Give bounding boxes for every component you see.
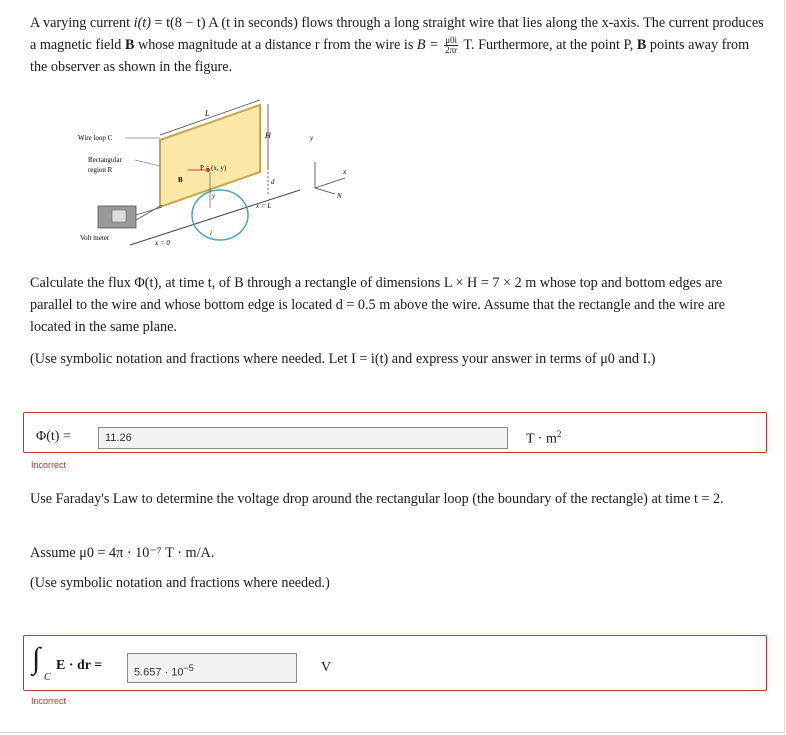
label-L: L: [205, 109, 210, 118]
label-wire-loop: Wire loop C: [78, 134, 113, 142]
answer-box-flux: [23, 412, 767, 453]
label-y: y: [212, 192, 216, 200]
answer-box-emf: [23, 635, 767, 691]
part2-question: Use Faraday's Law to determine the voltage drop around the rectangular loop (the boundary of the rectangle) at time t = 2.: [30, 491, 724, 507]
problem-intro: A varying current i(t) = t(8 − t) A (t in seconds) flows through a long straight wire that lies along the x-axis. The current produces a magnetic field B whose magnitude at a distance r from the wire is B = $\frac{\mu 0i}{2\pi r}$ T. Furthermore, at the point P, B points away from the observer as shown in the figure.: [30, 15, 764, 75]
label-x-0: x = 0: [155, 239, 170, 247]
label-x-L: x = L: [256, 202, 272, 210]
part2-assumption: Assume μ0 = 4π · 10⁻⁷ T · m/A.: [30, 545, 215, 561]
axis-n-label: N: [337, 192, 342, 200]
field-fraction: $\frac{\mu 0i}{2\pi r}$: [445, 35, 458, 56]
integral-subscript: C: [44, 672, 51, 683]
field-loop-circle: [192, 190, 248, 240]
emf-unit: V: [321, 660, 332, 675]
flux-status: Incorrect: [31, 460, 67, 470]
integral-symbol: ∫: [32, 642, 41, 675]
label-voltmeter: Volt meter: [80, 234, 110, 242]
part2-hint: (Use symbolic notation and fractions where needed.): [30, 575, 330, 591]
emf-label: E · dr =: [56, 658, 103, 673]
label-B: B: [178, 176, 183, 184]
emf-status: Incorrect: [31, 696, 67, 706]
axis-x-label: x: [343, 168, 347, 176]
label-point-P: P = (x, y): [200, 164, 227, 172]
label-i: i: [210, 229, 212, 237]
part1-question: Calculate the flux Φ(t), at time t, of B through a rectangle of dimensions L × H = 7 × 2 m whose top and bottom edges are parallel to the wire and whose bottom edge is located d = 0.5 m above the wire. Assume that the rectangle and the wire are located in the same plane.: [30, 275, 726, 335]
label-rect-region-1: Rectangular: [88, 156, 122, 164]
label-rect-region-2: region R: [88, 166, 113, 174]
flux-input[interactable]: 11.26: [98, 427, 508, 449]
axis-y-label: y: [310, 134, 314, 142]
part1-hint: (Use symbolic notation and fractions where needed. Let I = i(t) and express your answer in terms of μ0 and I.): [30, 351, 656, 367]
problem-figure: [60, 90, 370, 260]
label-H: H: [265, 131, 271, 140]
emf-input[interactable]: $5.657 \cdot 10^{-5}$: [127, 653, 297, 683]
flux-label: Φ(t) =: [36, 429, 71, 444]
flux-unit: $T \cdot m^2$: [526, 429, 562, 447]
label-d: d: [271, 178, 275, 186]
